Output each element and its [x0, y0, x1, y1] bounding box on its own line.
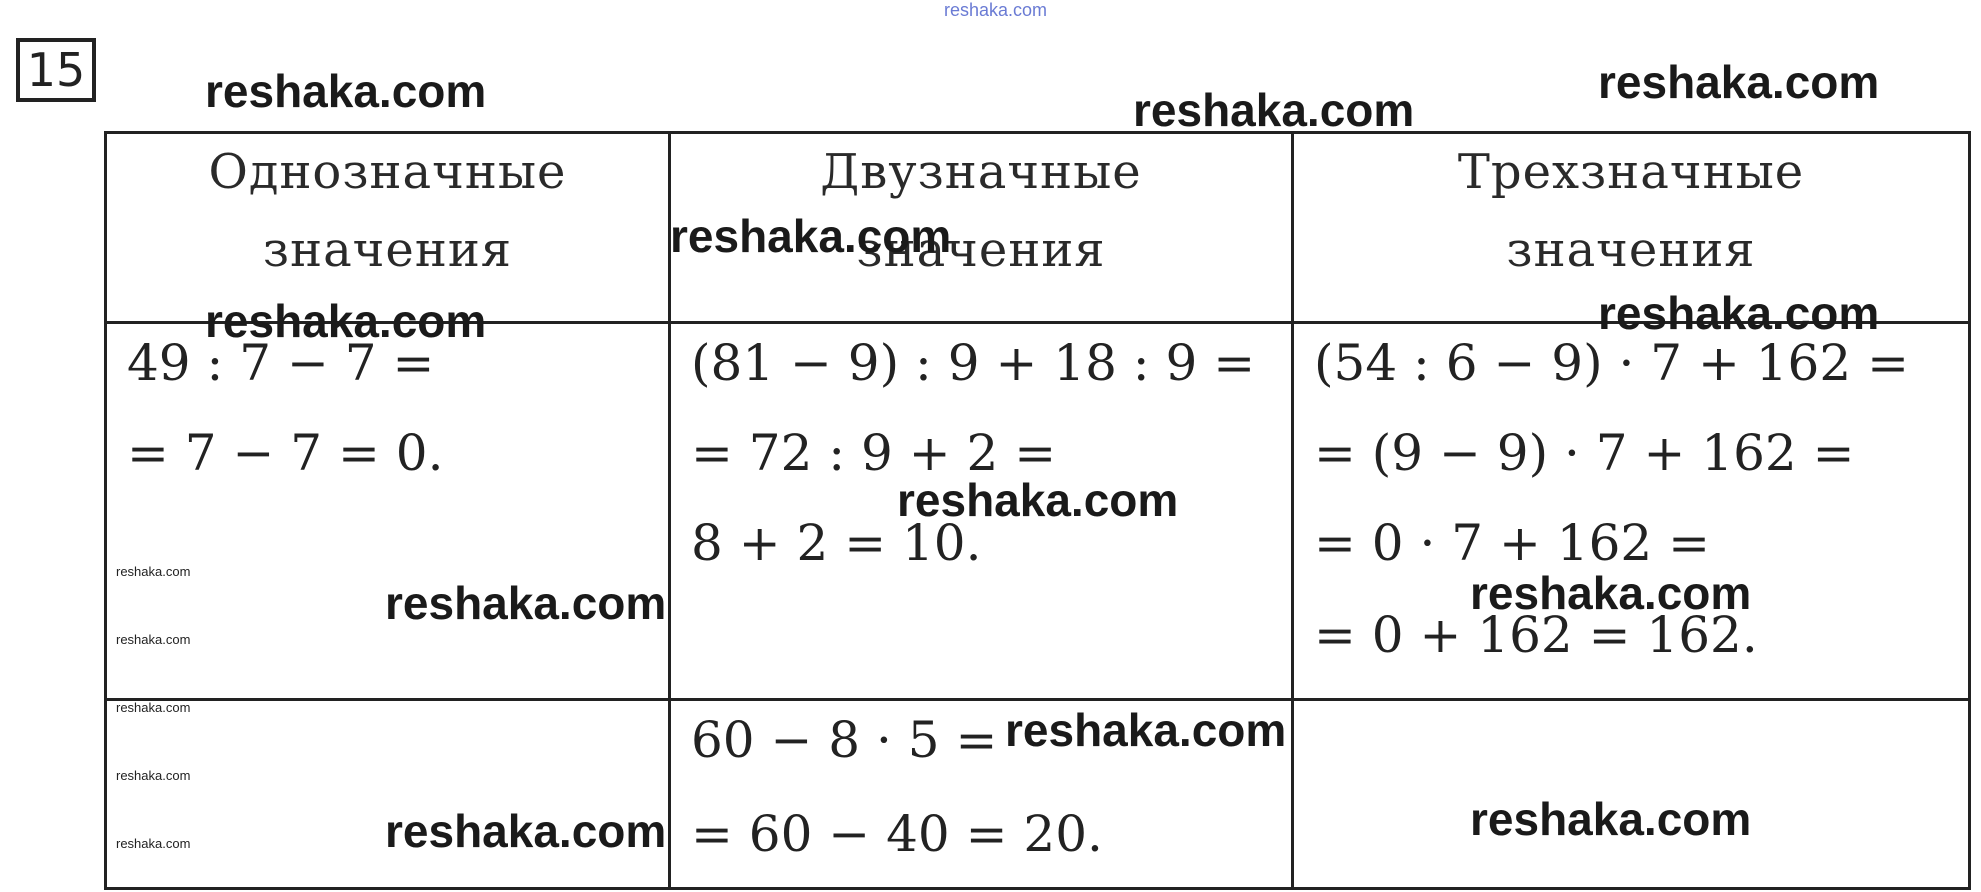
- watermark: reshaka.com: [1470, 567, 1752, 619]
- math-line: = 72 : 9 + 2 =: [691, 424, 1057, 482]
- math-line: = 0 · 7 + 162 =: [1314, 514, 1710, 572]
- header-line1: Трехзначные: [1457, 144, 1805, 200]
- watermark-small: reshaka.com: [116, 768, 191, 783]
- header-line1: Двузначные: [820, 144, 1142, 200]
- watermark: reshaka.com: [1133, 84, 1415, 136]
- watermark: reshaka.com: [670, 210, 952, 262]
- math-line: (54 : 6 − 9) · 7 + 162 =: [1314, 334, 1909, 392]
- header-line2: значения: [1506, 222, 1756, 278]
- header-line1: Однозначные: [208, 144, 567, 200]
- watermark-small: reshaka.com: [116, 836, 191, 851]
- watermark-top: reshaka.com: [944, 0, 1048, 20]
- math-line: (81 − 9) : 9 + 18 : 9 =: [691, 334, 1256, 392]
- watermark: reshaka.com: [385, 577, 667, 629]
- math-line: 49 : 7 − 7 =: [127, 334, 435, 392]
- math-line: = (9 − 9) · 7 + 162 =: [1314, 424, 1855, 482]
- watermark-small: reshaka.com: [116, 564, 191, 579]
- watermark: reshaka.com: [205, 65, 487, 117]
- math-line: 60 − 8 · 5 =: [691, 711, 998, 769]
- watermark: reshaka.com: [1598, 287, 1880, 339]
- cell-three-digit: [1293, 323, 1970, 700]
- header-single-digit: [106, 133, 670, 323]
- watermark: reshaka.com: [205, 295, 487, 347]
- watermark-small: reshaka.com: [116, 700, 191, 715]
- task-number: 15: [16, 38, 96, 102]
- header-line2: значения: [856, 222, 1106, 278]
- math-line: 8 + 2 = 10.: [691, 514, 982, 572]
- watermark: reshaka.com: [1005, 704, 1287, 756]
- math-line: = 0 + 162 = 162.: [1314, 606, 1758, 664]
- header-line2: значения: [262, 222, 513, 278]
- watermark-small: reshaka.com: [116, 632, 191, 647]
- cell-single-digit: [106, 700, 670, 889]
- watermark: reshaka.com: [385, 805, 667, 857]
- math-line: = 7 − 7 = 0.: [127, 424, 444, 482]
- watermark: reshaka.com: [897, 474, 1179, 526]
- watermark: reshaka.com: [1470, 793, 1752, 845]
- math-line: = 60 − 40 = 20.: [691, 805, 1103, 863]
- watermark: reshaka.com: [1598, 56, 1880, 108]
